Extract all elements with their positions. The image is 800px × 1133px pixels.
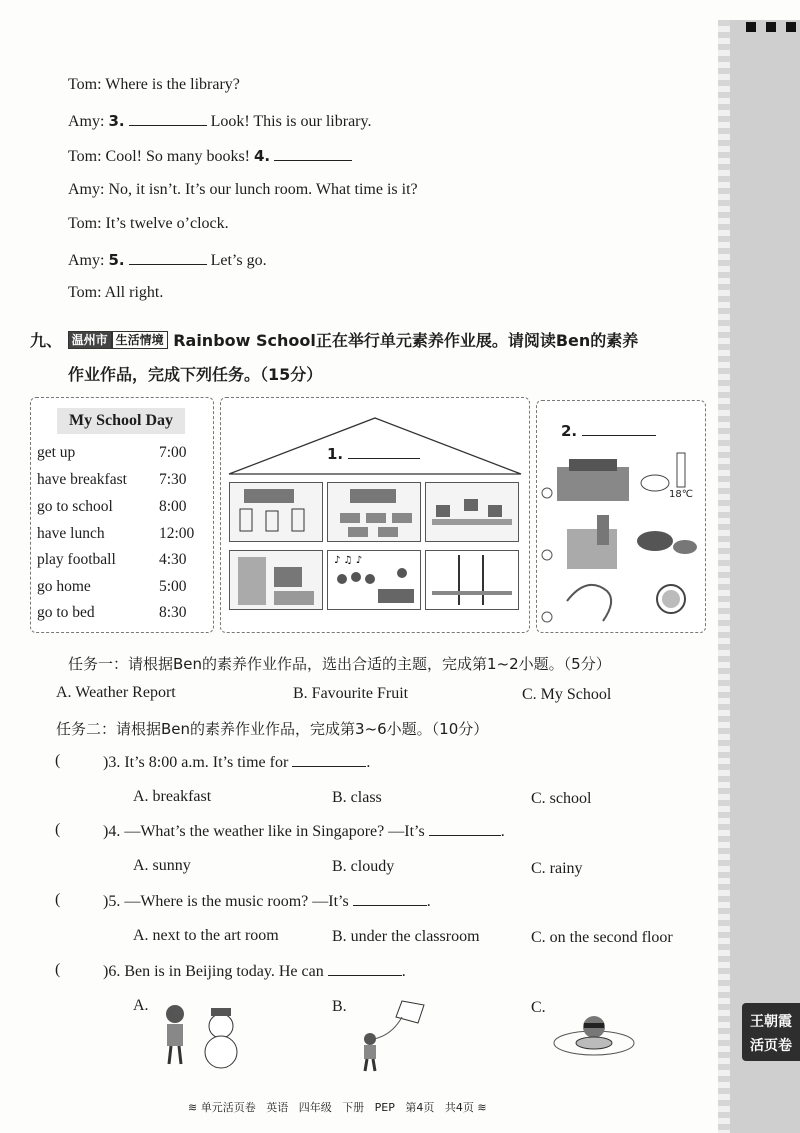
library-icon	[229, 550, 323, 610]
kite-boy-icon	[352, 995, 447, 1075]
dialogue-line-4: Amy: No, it isn’t. It’s our lunch room. What time is it?	[68, 181, 418, 198]
lunch-room-icon	[425, 550, 519, 610]
task1-option-b[interactable]: B. Favourite Fruit	[293, 685, 409, 702]
q4-option-b[interactable]: B. cloudy	[332, 858, 395, 875]
temperature-label: 18℃	[669, 489, 693, 500]
tag-city: 温州市	[68, 331, 112, 349]
schedule-row: get up 7:00	[37, 444, 187, 461]
answer-blank-5[interactable]	[129, 250, 207, 265]
dialogue-line-5: Tom: It’s twelve o’clock.	[68, 215, 229, 232]
computer-room-icon	[425, 482, 519, 542]
schedule-title: My School Day	[57, 408, 185, 434]
q3-option-a[interactable]: A. breakfast	[133, 788, 212, 805]
q4-option-c[interactable]: C. rainy	[531, 860, 583, 877]
school-house-panel	[220, 397, 530, 633]
q3-option-c[interactable]: C. school	[531, 790, 592, 807]
brand-line1: 王朝霞	[750, 1014, 792, 1030]
task1-option-a[interactable]: A. Weather Report	[56, 684, 176, 701]
schedule-panel	[30, 397, 214, 633]
answer-blank-q5[interactable]	[353, 891, 427, 906]
music-room-icon	[327, 550, 421, 610]
dialogue-line-7: Tom: All right.	[68, 284, 164, 301]
page-footer: ≋ 单元活页卷 英语 四年级 下册 PEP 第4页 共4页 ≋	[188, 1101, 487, 1114]
house-question: 1.	[327, 444, 420, 463]
task2-text: 任务二：请根据Ben的素养作业作品，完成第3~6小题。（10分）	[56, 720, 489, 738]
swimming-boy-icon	[550, 1005, 645, 1065]
task1-option-c[interactable]: C. My School	[522, 686, 612, 703]
schedule-row: go home 5:00	[37, 578, 187, 595]
brand-logo	[742, 1003, 800, 1061]
dialogue-line-6: Amy: 5. Let’s go.	[68, 251, 267, 269]
page-edge-strip	[730, 20, 800, 1133]
answer-blank-1[interactable]	[348, 444, 420, 459]
schedule-row: go to school 8:00	[37, 498, 187, 515]
brand-line2: 活页卷	[750, 1038, 792, 1054]
q4-option-a[interactable]: A. sunny	[133, 857, 191, 874]
dialogue-line-1: Tom: Where is the library?	[68, 76, 240, 93]
task1-text: 任务一：请根据Ben的素养作业作品，选出合适的主题，完成第1~2小题。（5分）	[68, 655, 611, 673]
weather-illustrations	[537, 401, 705, 632]
section-heading-line2: 作业作品，完成下列任务。（15分）	[68, 365, 323, 384]
schedule-row: go to bed 8:30	[37, 604, 187, 621]
q6-option-c[interactable]: C.	[531, 999, 546, 1016]
dialogue-line-3: Tom: Cool! So many books! 4.	[68, 146, 352, 166]
tag-context: 生活情境	[112, 331, 168, 349]
edge-mark	[766, 22, 776, 32]
edge-mark	[746, 22, 756, 32]
q3-option-b[interactable]: B. class	[332, 789, 382, 806]
edge-mark	[786, 22, 796, 32]
q5-option-c[interactable]: C. on the second floor	[531, 929, 673, 946]
q5-option-b[interactable]: B. under the classroom	[332, 928, 480, 945]
answer-blank-q6[interactable]	[328, 961, 402, 976]
answer-blank-q3[interactable]	[292, 752, 366, 767]
schedule-row: have breakfast 7:30	[37, 471, 187, 488]
q6-option-a[interactable]: A.	[133, 997, 149, 1014]
q5-option-a[interactable]: A. next to the art room	[133, 927, 279, 944]
schedule-row: have lunch 12:00	[37, 525, 195, 542]
weather-panel	[536, 400, 706, 633]
q6-option-b[interactable]: B.	[332, 998, 347, 1015]
art-room-icon	[229, 482, 323, 542]
schedule-row: play football 4:30	[37, 551, 187, 568]
answer-blank-4[interactable]	[274, 146, 352, 161]
snowman-boy-icon	[155, 1000, 250, 1070]
svg-text:♪ ♫ ♪: ♪ ♫ ♪	[334, 555, 363, 566]
page-edge-wave	[718, 20, 730, 1133]
answer-blank-3[interactable]	[129, 111, 207, 126]
classroom-icon	[327, 482, 421, 542]
dialogue-line-2: Amy: 3. Look! This is our library.	[68, 112, 372, 130]
answer-blank-q4[interactable]	[429, 821, 501, 836]
weather-question: 2.	[561, 421, 656, 440]
section-heading: 九、 温州市 生活情境 Rainbow School正在举行单元素养作业展。请阅读Ben的素养	[30, 331, 639, 350]
